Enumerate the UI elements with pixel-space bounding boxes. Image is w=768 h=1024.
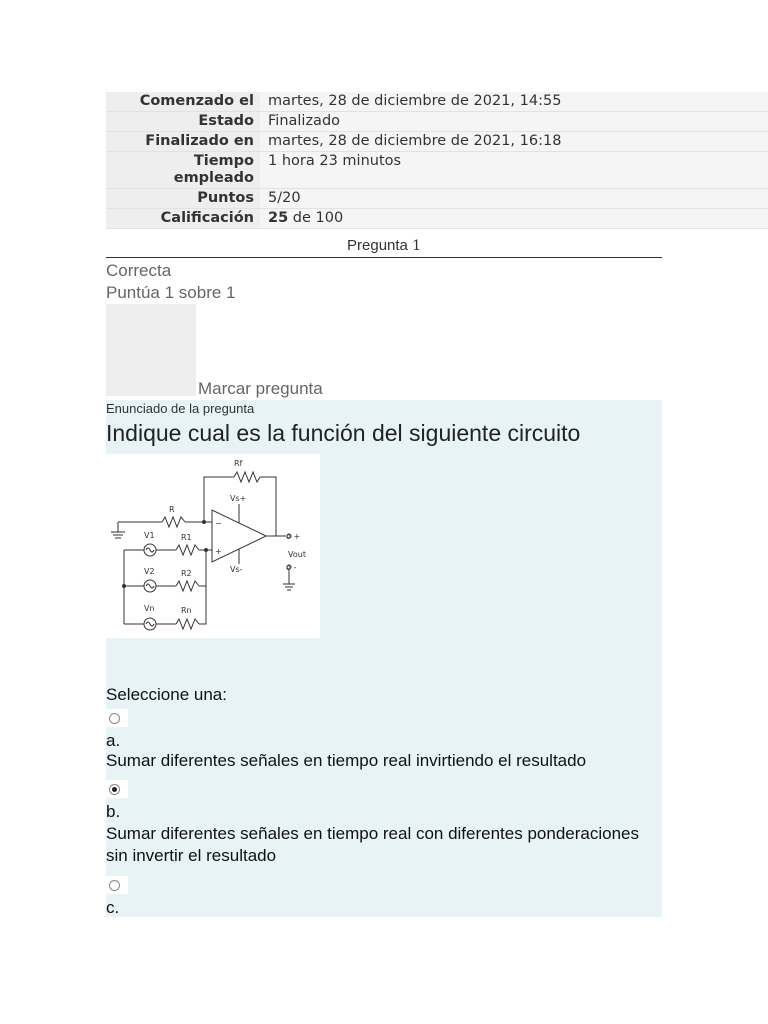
marks-value: 5/20 — [260, 189, 768, 209]
grade-suffix: de 100 — [288, 210, 344, 226]
summary-row-finished — [106, 132, 768, 152]
label-r: R — [169, 505, 175, 514]
label-vn: Vn — [144, 604, 155, 613]
label-inverting-sign: − — [215, 519, 222, 528]
rf-resistor — [234, 472, 260, 482]
rn-resistor — [176, 619, 199, 629]
summary-row-grade — [106, 209, 768, 229]
state-label: Estado — [106, 112, 260, 132]
r1-resistor — [176, 545, 199, 555]
junction-inverting — [203, 521, 206, 524]
option-b-radio[interactable] — [106, 780, 128, 798]
grade-score: 25 — [268, 210, 289, 226]
marks-label: Puntos — [106, 189, 260, 209]
label-vs-plus: Vs+ — [230, 494, 247, 503]
answer-prompt: Seleccione una: — [106, 685, 227, 704]
option-a-letter: a. — [106, 731, 121, 750]
summary-row-state — [106, 112, 768, 132]
summary-row-time — [106, 152, 768, 189]
circuit-diagram — [106, 454, 320, 638]
label-vs-minus: Vs- — [230, 565, 243, 574]
question-title-prefix: Pregunta — [347, 237, 413, 254]
option-b-text[interactable]: Sumar diferentes señales en tiempo real con diferentes ponderaciones sin invertir el resultado — [106, 824, 639, 865]
radio-icon — [109, 880, 120, 891]
statement-label: Enunciado de la pregunta — [106, 401, 255, 416]
r2-resistor — [176, 581, 199, 591]
question-title — [106, 236, 662, 258]
r-resistor — [162, 517, 185, 527]
label-rn: Rn — [181, 606, 192, 615]
v1-sine — [146, 548, 154, 552]
flag-question-link[interactable]: Marcar pregunta — [198, 379, 323, 398]
time-label: Tiempo empleado — [106, 152, 260, 189]
time-value: 1 hora 23 minutos — [260, 152, 768, 189]
question-formulation — [106, 400, 662, 917]
label-v2: V2 — [144, 567, 155, 576]
label-r1: R1 — [181, 533, 192, 542]
circuit-image — [106, 454, 320, 638]
question-text: Indique cual es la función del siguiente circuito — [106, 420, 581, 446]
label-out-minus: o - — [286, 563, 297, 572]
ground-icon — [111, 522, 125, 538]
started-value: martes, 28 de diciembre de 2021, 14:55 — [260, 92, 768, 112]
question-grade: Puntúa 1 sobre 1 — [106, 283, 236, 302]
option-c-radio[interactable] — [106, 876, 128, 894]
rn-return-wire — [199, 586, 206, 624]
option-b-letter: b. — [106, 802, 121, 821]
attempt-summary-table — [106, 92, 768, 229]
radio-icon — [109, 713, 120, 724]
summary-row-started — [106, 92, 768, 112]
question-state: Correcta — [106, 261, 172, 280]
question-number: 1 — [412, 238, 421, 254]
feedback-wire-out — [260, 477, 276, 536]
finished-value: martes, 28 de diciembre de 2021, 16:18 — [260, 132, 768, 152]
option-c-letter: c. — [106, 898, 120, 917]
option-a-text[interactable]: Sumar diferentes señales en tiempo real invirtiendo el resultado — [106, 751, 587, 770]
started-label: Comenzado el — [106, 92, 260, 112]
label-r2: R2 — [181, 569, 192, 578]
label-vout: Vout — [288, 550, 306, 559]
label-out-plus: o + — [286, 532, 301, 541]
grade-label: Calificación — [106, 209, 260, 229]
radio-checked-icon — [109, 784, 120, 795]
option-a-radio[interactable] — [106, 709, 128, 727]
v2-sine — [146, 584, 154, 588]
r2-return-wire — [199, 550, 206, 586]
label-rf: Rf — [234, 459, 243, 468]
label-v1: V1 — [144, 531, 155, 540]
label-noninverting-sign: + — [215, 547, 222, 556]
vn-sine — [146, 622, 154, 626]
grade-value — [260, 209, 768, 229]
state-value: Finalizado — [260, 112, 768, 132]
finished-label: Finalizado en — [106, 132, 260, 152]
summary-row-marks — [106, 189, 768, 209]
flag-icon-area[interactable] — [106, 304, 196, 396]
output-ground-icon — [283, 569, 295, 590]
